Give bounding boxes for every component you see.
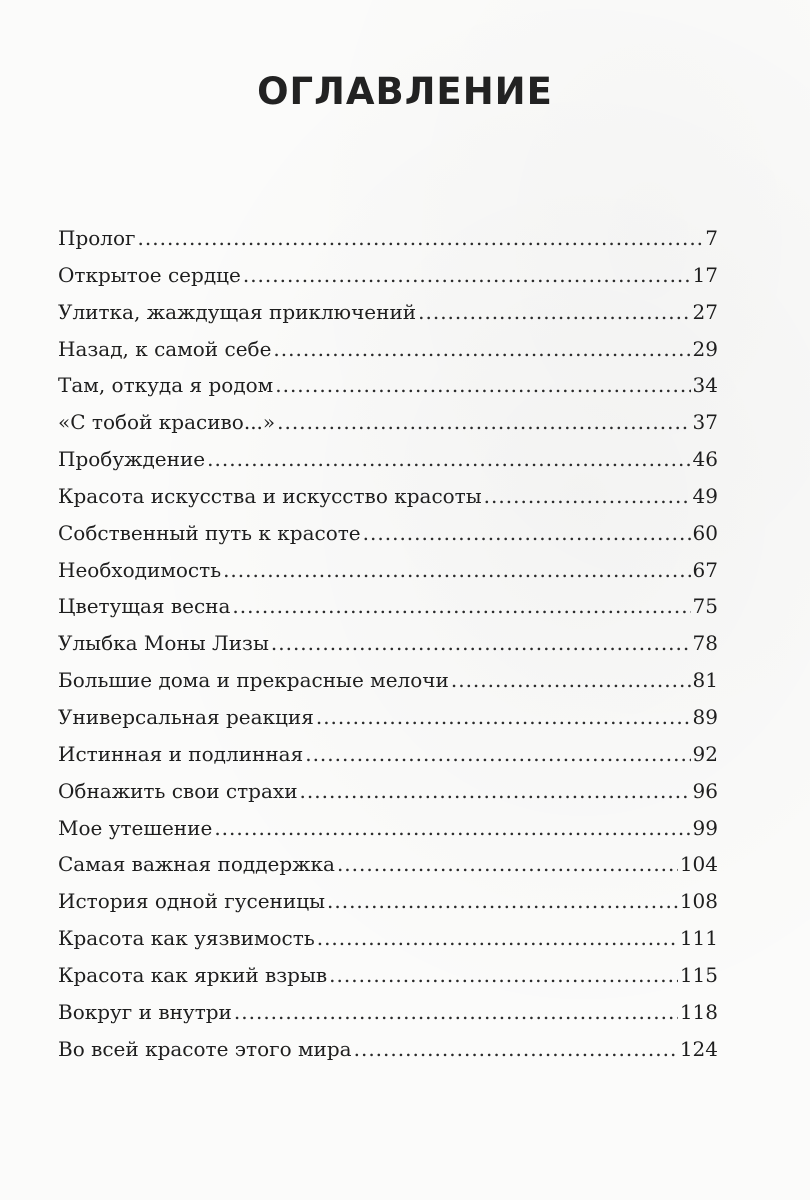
toc-leader-dots [223,558,690,582]
toc-entry-title: Вокруг и внутри [58,999,232,1024]
toc-entry-title: Большие дома и прекрасные мелочи [58,668,449,693]
toc-leader-dots [354,1037,678,1061]
toc-entry-title: Пробуждение [58,447,206,472]
toc-leader-dots [243,263,691,287]
toc-leader-dots [418,300,690,324]
toc-entry-page: 104 [679,852,718,877]
toc-leader-dots [138,226,704,250]
toc-entry-title: Красота как уязвимость [58,926,315,951]
toc-entry [58,594,718,631]
toc-leader-dots [214,816,690,840]
toc-leader-dots [484,484,691,508]
toc-entry [58,337,718,374]
toc-entry-title: Улитка, жаждущая приключений [58,299,417,324]
toc-leader-dots [316,705,691,729]
toc-leader-dots [207,447,690,471]
toc-entry-title: Цветущая весна [58,594,231,619]
toc-entry-page: 17 [692,262,718,287]
toc-entry-page: 75 [692,594,718,619]
toc-entry [58,521,718,558]
toc-leader-dots [329,963,678,987]
toc-leader-dots [305,742,690,766]
toc-entry-page: 27 [692,299,718,324]
toc-entry-page: 89 [692,704,718,729]
toc-entry-page: 37 [692,410,718,435]
toc-entry [58,226,718,263]
toc-entry-page: 118 [679,999,718,1024]
toc-entry [58,926,718,963]
toc-entry-title: Назад, к самой себе [58,336,272,361]
toc-entry-page: 7 [705,226,718,250]
toc-entry-page: 92 [692,741,718,766]
toc-entry-title: Открытое сердце [58,262,241,287]
toc-entry [58,963,718,1000]
toc-entry [58,1037,718,1074]
toc-entry [58,484,718,521]
toc-entry-title: Собственный путь к красоте [58,520,361,545]
toc-leader-dots [277,410,690,434]
toc-entry [58,447,718,484]
page-title: ОГЛАВЛЕНИЕ [257,70,553,113]
toc-entry-page: 115 [679,962,718,987]
toc-entry-title: Обнажить свои страхи [58,778,298,803]
toc-entry-page: 111 [679,926,718,951]
toc-leader-dots [327,889,678,913]
toc-leader-dots [337,852,678,876]
toc-entry-title: Там, откуда я родом [58,373,274,398]
table-of-contents [58,226,718,1073]
toc-entry-title: Красота как яркий взрыв [58,962,328,987]
toc-entry [58,263,718,300]
toc-entry [58,742,718,779]
toc-entry [58,816,718,853]
toc-entry [58,410,718,447]
toc-leader-dots [363,521,691,545]
toc-entry-page: 29 [692,336,718,361]
toc-leader-dots [271,631,691,655]
toc-entry-page: 78 [692,631,718,656]
toc-entry-page: 67 [692,557,718,582]
toc-entry-page: 96 [692,778,718,803]
toc-entry [58,668,718,705]
toc-entry-page: 49 [692,483,718,508]
toc-entry-title: Улыбка Моны Лизы [58,631,269,656]
toc-leader-dots [275,373,690,397]
toc-entry-title: Во всей красоте этого мира [58,1036,352,1061]
toc-entry [58,705,718,742]
toc-leader-dots [232,594,690,618]
toc-leader-dots [273,337,690,361]
toc-entry-title: История одной гусеницы [58,889,325,914]
toc-entry-page: 46 [692,447,718,472]
toc-entry-page: 34 [692,373,718,398]
toc-entry-title: Мое утешение [58,815,213,840]
toc-entry [58,852,718,889]
toc-entry-page: 99 [692,815,718,840]
toc-entry-title: «С тобой красиво...» [58,410,276,435]
toc-entry-title: Красота искусства и искусство красоты [58,483,482,508]
toc-entry [58,558,718,595]
toc-leader-dots [317,926,678,950]
toc-entry-page: 81 [692,668,718,693]
toc-entry-title: Необходимость [58,557,222,582]
toc-entry-title: Универсальная реакция [58,704,314,729]
toc-entry [58,631,718,668]
toc-entry-title: Истинная и подлинная [58,741,304,766]
toc-entry-page: 108 [679,889,718,914]
toc-entry [58,300,718,337]
toc-entry-page: 60 [692,520,718,545]
toc-entry [58,1000,718,1037]
toc-entry [58,373,718,410]
toc-leader-dots [234,1000,678,1024]
toc-entry-title: Пролог [58,226,136,250]
toc-entry [58,889,718,926]
toc-entry-page: 124 [679,1036,718,1061]
toc-entry [58,779,718,816]
toc-entry-title: Самая важная поддержка [58,852,335,877]
toc-leader-dots [451,668,691,692]
toc-leader-dots [300,779,691,803]
